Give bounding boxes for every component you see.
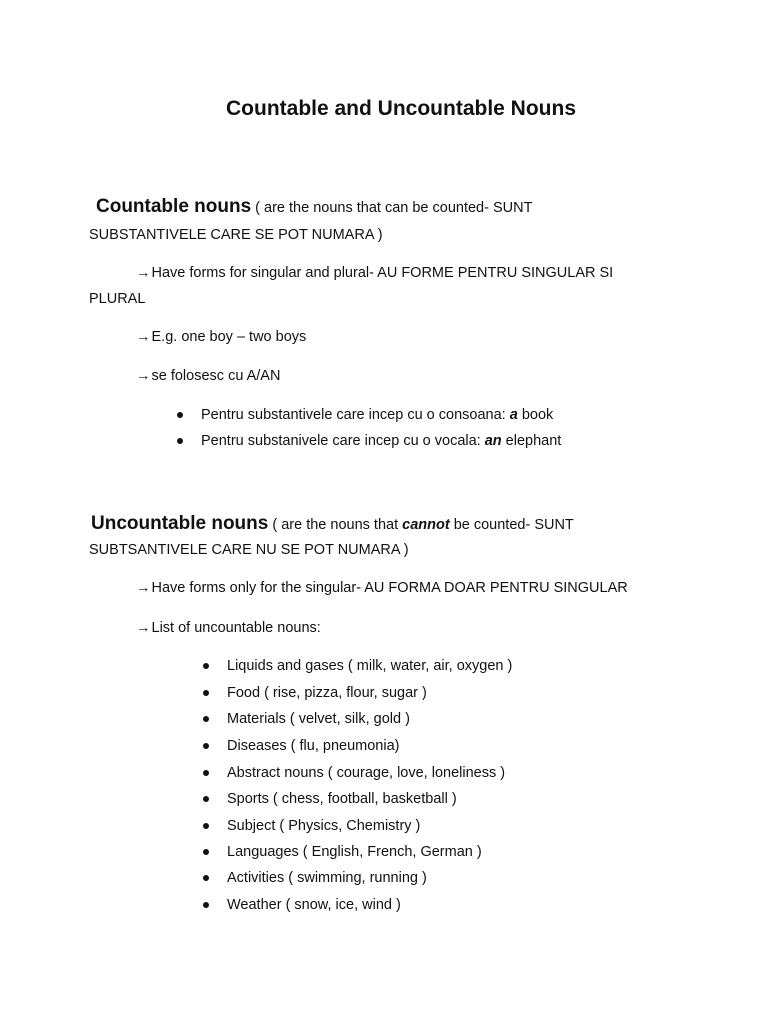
bullet-icon [203, 902, 209, 908]
bullet-icon [203, 875, 209, 881]
article-a: a [509, 407, 518, 423]
bullet-icon [203, 796, 209, 802]
countable-point-2 [136, 330, 306, 345]
list-item: Materials ( velvet, silk, gold ) [227, 711, 410, 727]
bullet-icon [203, 690, 209, 696]
countable-definition-line-2: SUBSTANTIVELE CARE SE POT NUMARA ) [89, 227, 383, 243]
uncountable-point-2-text: List of uncountable nouns: [151, 620, 321, 636]
countable-point-1 [136, 266, 613, 281]
bullet-icon [203, 770, 209, 776]
uncountable-heading: Uncountable nouns [91, 513, 269, 534]
countable-definition-line-1 [96, 197, 532, 216]
list-item: Abstract nouns ( courage, love, loneliness ) [227, 765, 506, 781]
list-item: Diseases ( flu, pneumonia) [227, 738, 400, 754]
bullet-icon [177, 438, 183, 444]
bullet-text: Pentru substanivele care incep cu o vocala: [201, 433, 485, 449]
countable-point-1-continued: PLURAL [89, 291, 146, 307]
bullet-icon [177, 412, 183, 418]
list-item: Food ( rise, pizza, flour, sugar ) [227, 685, 427, 701]
list-item: Languages ( English, French, German ) [227, 844, 482, 860]
bullet-icon [203, 743, 209, 749]
emphasis-cannot: cannot [402, 517, 450, 533]
article-an: an [484, 433, 502, 449]
arrow-icon: → [136, 329, 151, 345]
countable-heading: Countable nouns [96, 196, 252, 217]
uncountable-point-1 [136, 581, 628, 596]
arrow-icon: → [136, 620, 151, 636]
list-item: Sports ( chess, football, basketball ) [227, 791, 457, 807]
uncountable-definition-line-1 [91, 514, 574, 533]
uncountable-definition-text: ( are the nouns that [268, 517, 403, 533]
uncountable-definition-line-2: SUBTSANTIVELE CARE NU SE POT NUMARA ) [89, 542, 409, 558]
arrow-icon: → [136, 580, 151, 596]
list-item: Liquids and gases ( milk, water, air, oxygen ) [227, 658, 513, 674]
bullet-icon [203, 823, 209, 829]
bullet-icon [203, 849, 209, 855]
uncountable-point-1-text: Have forms only for the singular- AU FORMA DOAR PENTRU SINGULAR [151, 580, 628, 596]
countable-point-1-text: Have forms for singular and plural- AU FORME PENTRU SINGULAR SI [151, 265, 614, 281]
countable-point-3 [136, 369, 280, 384]
bullet-icon [203, 663, 209, 669]
bullet-text: Pentru substantivele care incep cu o consoana: [201, 407, 510, 423]
page-title: Countable and Uncountable Nouns [226, 97, 576, 120]
countable-point-3-text: se folosesc cu A/AN [151, 368, 281, 384]
arrow-icon: → [136, 265, 151, 281]
countable-bullet-consonant [201, 408, 553, 423]
countable-bullet-vowel [201, 434, 561, 449]
arrow-icon: → [136, 368, 151, 384]
countable-definition-text: ( are the nouns that can be counted- SUNT [251, 200, 533, 216]
bullet-example: book [517, 407, 554, 423]
list-item: Subject ( Physics, Chemistry ) [227, 818, 421, 834]
bullet-example: elephant [501, 433, 562, 449]
list-item: Weather ( snow, ice, wind ) [227, 897, 401, 913]
countable-point-2-text: E.g. one boy – two boys [151, 329, 307, 345]
uncountable-definition-text-end: be counted- SUNT [449, 517, 574, 533]
uncountable-point-2 [136, 621, 321, 636]
list-item: Activities ( swimming, running ) [227, 870, 427, 886]
bullet-icon [203, 716, 209, 722]
